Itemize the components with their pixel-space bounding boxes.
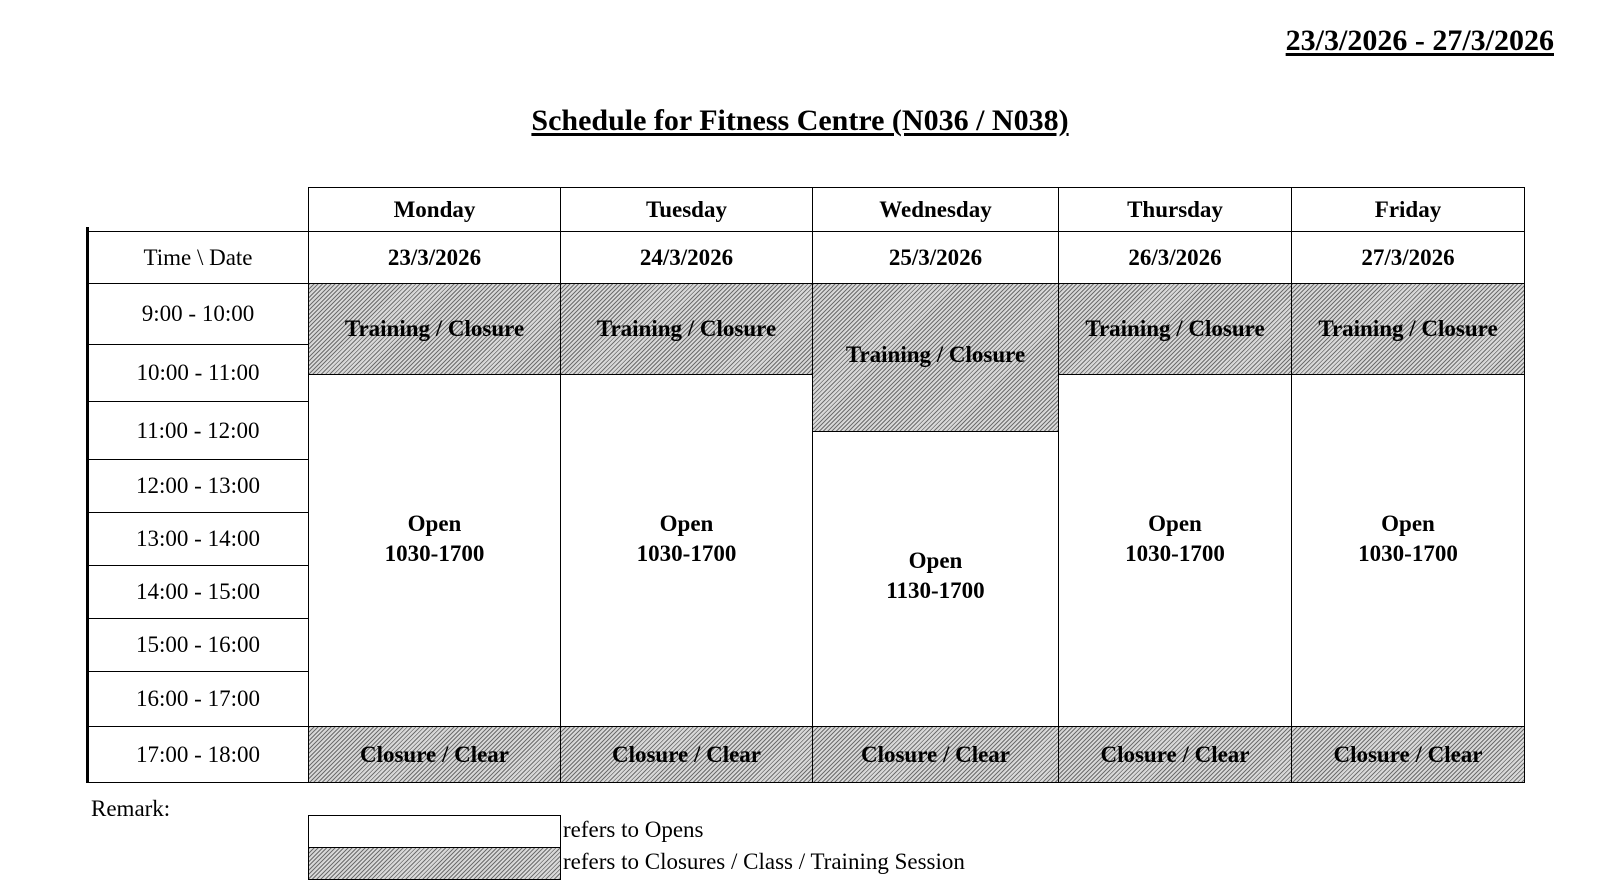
table-left-border (86, 227, 89, 783)
open-block-thursday (1058, 374, 1292, 727)
open-hours: 1130-1700 (886, 578, 985, 603)
remark-label: Remark: (91, 796, 171, 821)
training-closure-label: Training / Closure (344, 316, 525, 341)
legend-closure-text: refers to Closures / Class / Training Session (563, 849, 965, 874)
day-header-tuesday: Tuesday (560, 187, 813, 232)
open-label: Open (1148, 510, 1202, 536)
training-closure-block-friday (1291, 283, 1525, 375)
training-closure-label: Training / Closure (1085, 316, 1265, 341)
open-label: Open (407, 510, 462, 536)
time-slot-cell: 9:00 - 10:00 (87, 283, 309, 345)
closure-clear-label: Closure / Clear (860, 741, 1011, 767)
training-closure-label: Training / Closure (596, 316, 777, 341)
open-hours: 1030-1700 (1125, 540, 1225, 566)
date-cell-wednesday: 25/3/2026 (812, 231, 1059, 284)
day-header-monday: Monday (308, 187, 561, 232)
date-cell-tuesday: 24/3/2026 (560, 231, 813, 284)
time-slot-cell: 10:00 - 11:00 (87, 344, 309, 402)
date-cell-friday: 27/3/2026 (1291, 231, 1525, 284)
day-header-wednesday: Wednesday (812, 187, 1059, 232)
time-slot-cell: 15:00 - 16:00 (87, 618, 309, 672)
training-closure-block-monday (308, 283, 561, 375)
closure-clear-block-tuesday (560, 726, 813, 783)
open-hours: 1030-1700 (1358, 540, 1458, 566)
page-title: Schedule for Fitness Centre (N036 / N038) (531, 104, 1069, 137)
date-range: 23/3/2026 - 27/3/2026 (1285, 24, 1554, 57)
closure-clear-block-monday (308, 726, 561, 783)
closure-clear-label: Closure / Clear (359, 741, 510, 767)
legend-open-text: refers to Opens (563, 817, 704, 842)
open-block-friday (1291, 374, 1525, 727)
training-closure-block-wednesday (812, 283, 1059, 432)
legend-closure-swatch (308, 847, 561, 880)
time-slot-cell: 13:00 - 14:00 (87, 512, 309, 566)
open-hours: 1030-1700 (384, 540, 485, 566)
open-block-monday (308, 374, 561, 727)
closure-clear-label: Closure / Clear (1100, 741, 1250, 767)
open-label: Open (659, 510, 714, 536)
open-block-wednesday (812, 431, 1059, 727)
time-date-corner: Time \ Date (87, 231, 309, 284)
closure-clear-block-thursday (1058, 726, 1292, 783)
training-closure-label: Training / Closure (845, 341, 1026, 367)
closure-clear-block-wednesday (812, 726, 1059, 783)
date-cell-thursday: 26/3/2026 (1058, 231, 1292, 284)
day-header-friday: Friday (1291, 187, 1525, 232)
legend-open-swatch (308, 815, 561, 848)
open-hours: 1030-1700 (636, 540, 737, 566)
time-slot-cell: 16:00 - 17:00 (87, 671, 309, 727)
training-closure-block-tuesday (560, 283, 813, 375)
open-label: Open (1381, 510, 1435, 536)
open-block-tuesday (560, 374, 813, 727)
day-header-thursday: Thursday (1058, 187, 1292, 232)
training-closure-block-thursday (1058, 283, 1292, 375)
closure-clear-block-friday (1291, 726, 1525, 783)
time-slot-cell: 12:00 - 13:00 (87, 459, 309, 513)
training-closure-label: Training / Closure (1318, 316, 1498, 341)
date-cell-monday: 23/3/2026 (308, 231, 561, 284)
open-label: Open (908, 548, 963, 573)
closure-clear-label: Closure / Clear (611, 741, 762, 767)
time-slot-cell: 11:00 - 12:00 (87, 401, 309, 460)
closure-clear-label: Closure / Clear (1333, 741, 1483, 767)
time-slot-cell: 17:00 - 18:00 (87, 726, 309, 783)
time-slot-cell: 14:00 - 15:00 (87, 565, 309, 619)
